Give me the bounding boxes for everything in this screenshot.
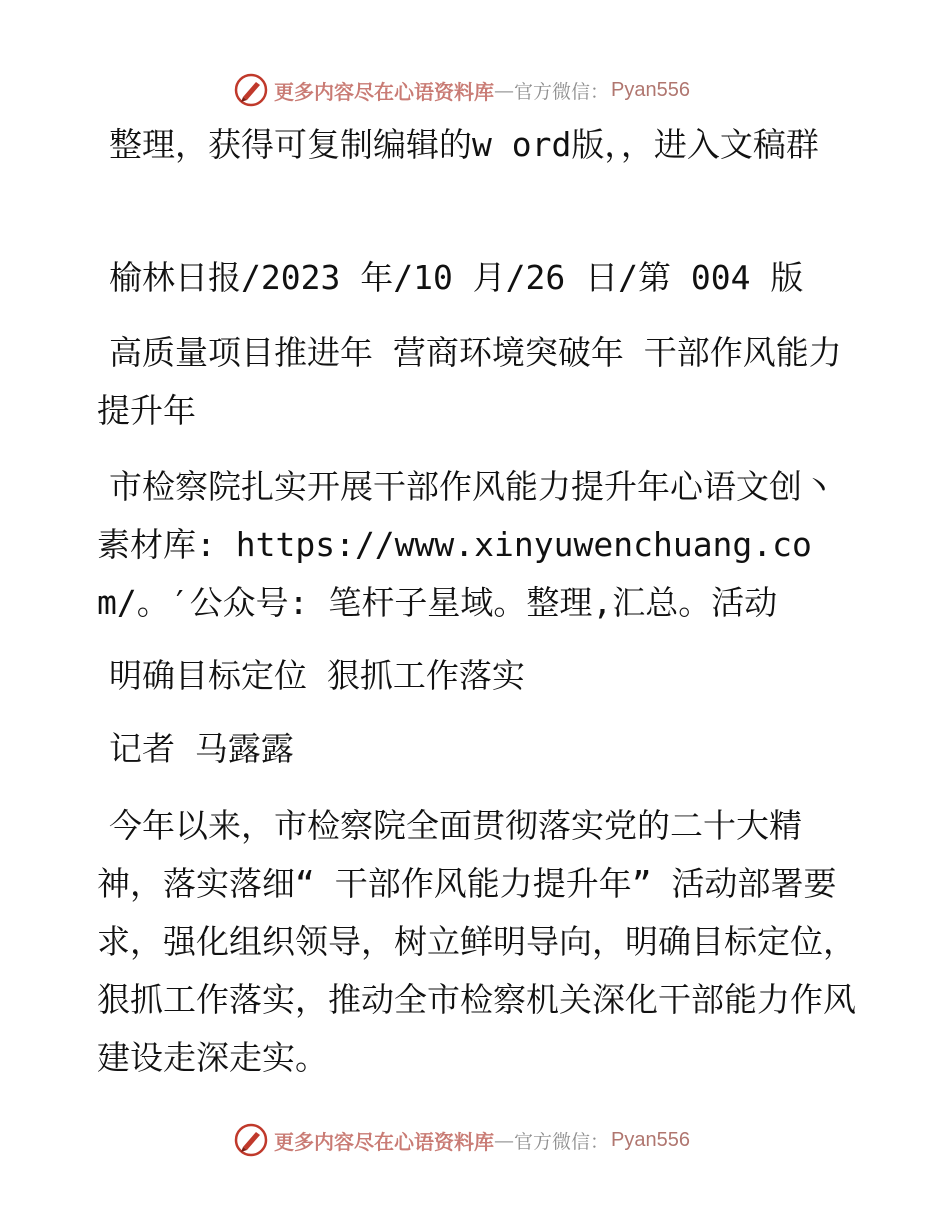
banner-main-text: 更多内容尽在心语资料库	[274, 79, 494, 104]
logo-icon	[234, 1123, 268, 1157]
paragraph-headline: 市检察院扎实开展干部作风能力提升年心语文创丶素材库: https://www.xinyuwenchuang.com/。′公众号: 笔杆子星域。整理,汇总。活动	[97, 467, 835, 622]
banner-main-text: 更多内容尽在心语资料库	[274, 1129, 494, 1154]
banner-separator: —	[494, 1128, 514, 1152]
banner-wechat-id: Pyan556	[611, 1128, 690, 1151]
paragraph-source: 榆林日报/2023 年/10 月/26 日/第 004 版	[109, 258, 804, 297]
paragraph-headline-theme: 高质量项目推进年 营商环境突破年 干部作风能力提升年	[97, 333, 842, 430]
banner-wechat-label: 官方微信：	[514, 80, 610, 103]
paragraph-body: 今年以来，市检察院全面贯彻落实党的二十大精神，落实落细“ 干部作风能力提升年” 活动部署要求，强化组织领导，树立鲜明导向，明确目标定位，狠抓工作落实，推动全市检察机关深化干部能力作风建设走深走实。	[97, 806, 856, 1077]
paragraph-subtitle: 明确目标定位 狠抓工作落实	[109, 656, 525, 695]
header-banner	[234, 71, 690, 109]
paragraph-intro: 整理，获得可复制编辑的w ord版，，进入文稿群	[109, 125, 819, 164]
footer-banner	[234, 1121, 690, 1159]
banner-wechat-id: Pyan556	[611, 78, 690, 101]
banner-separator: —	[494, 78, 514, 102]
logo-icon	[234, 73, 268, 107]
banner-wechat-label: 官方微信：	[514, 1130, 610, 1153]
paragraph-byline: 记者 马露露	[109, 729, 294, 768]
